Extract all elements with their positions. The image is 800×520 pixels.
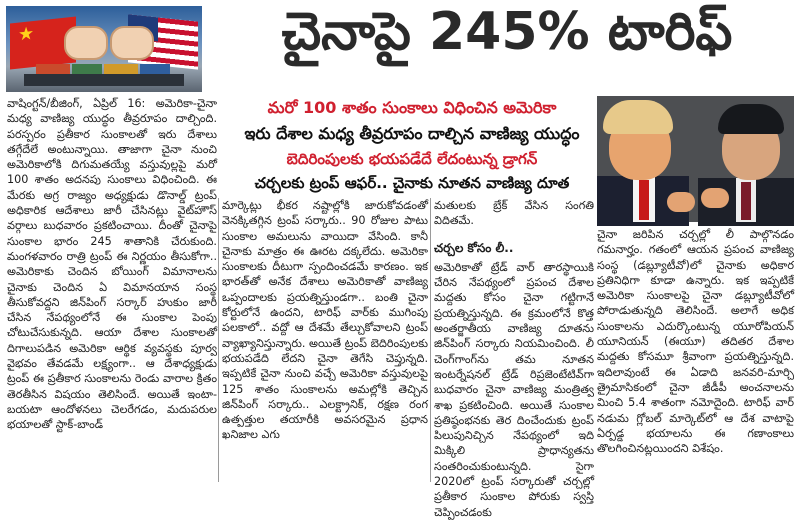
column-3-paragraph-1: మతులకు బ్రేక్ వేసిన సంగతి విదితమే. [434, 199, 594, 228]
hero-illustration [6, 6, 202, 92]
leaders-photo [597, 96, 794, 222]
cargo-ship-icon [24, 74, 184, 86]
article-column-1: వాషింగ్టన్/బీజింగ్, ఏప్రిల్ 16: అమెరికా-చైనా మధ్య వాణిజ్య యుద్ధం తీవ్రరూపం దాల్చింది. పరస్పరం ప్రతీకార సుంకాలతో ఇరు దేశాలు తగ్గేదేలే అంటున్నాయి. తాజాగా చైనా నుంచి అమెరికాలోకి దిగుమతయ్యే వస్తువుల్లపై మరో 100 శాతం అదనపు సుంకాలు విధించింది. ఈ మేరకు అగ్ర రాజ్యం అధ్యక్షుడు డొనాల్డ్ ట్రంప్ అధికారిక ఆదేశాలు జారీ చేసినట్లు వైట్‌హౌస్ వర్గాలు బుధవారం ప్రకటించాయి. దీంతో చైనాపై సుంకాల భారం 245 శాతానికి చేరుకుంది. మంగళవారం రాత్రి ట్రంప్ ఈ నిర్ణయం తీసుకోగా.. అమెరికాకు చెందిన బోయింగ్ విమానాలను చైనాకు చెందిన ఏ విమానయాన సంస్థ తీసుకోవద్దని జిన్‌పింగ్ సర్కార్ హుకుం జారీ చేసిన నేపథ్యంలోనే ఈ సుంకాల పెంపు చోటుచేసుకున్నది. ఆయా దేశాల సుంకాలతో దిగాలుపడిన అమెరికా ఆర్థిక వ్యవస్థకు పూర్వ వైభవం తేవడమే లక్ష్యంగా.. ఆ దేశాధ్యక్షుడు ట్రంప్ ఈ ప్రతీకార సుంకాలను రెండు వారాల క్రితం తెరతీసిన విషయం తెలిసిందే. అయితే ఇంటా-బయటా ఆందోళనలు చెలరేగడం, మదుపరుల భయాలతో స్టాక్-బాండ్ [7, 97, 217, 432]
china-flag-icon: ★ [10, 17, 76, 70]
article-column-2: మార్కెట్లు భీకర నష్టాల్లోకి జారుకోవడంతో వెనక్కితగ్గిన ట్రంప్ సర్కారు.. 90 రోజుల పాటు సుంకాల అమలును వాయిదా వేసింది. కానీ చైనాకు మాత్రం ఈ ఊరట దక్కలేదు. అమెరికా సుంకాలకు దీటుగా స్పందించడమే కారణం. ఇక భారత్‌తో అనేక దేశాలు అమెరికాతో వాణిజ్య ఒప్పందాలకు ప్రయత్నిస్తుండగా.. బంతి చైనా కోర్టులోనే ఉందని, టారిఫ్ వార్‌కు ముగింపు పలకాలో.. వద్దో ఆ దేశమే తేల్చుకోవాలని ట్రంప్ వ్యాఖ్యానిస్తున్నారు. అయితే ట్రంప్ బెదిరింపులకు భయపడేది లేదని చైనా తెగేసి చెప్తున్నది. ఇప్పటికే చైనా నుంచి వచ్చే అమెరికా వస్తువులపై 125 శాతం సుంకాలను అమల్లోకి తెచ్చిన జిన్‌పింగ్ సర్కారు.. ఎలక్ట్రానిక్, రక్షణ రంగ ఉత్పత్తుల తయారీకి అవసరమైన ప్రధాన ఖనిజాల ఎగు [222, 199, 428, 442]
container-icon [140, 64, 170, 74]
subheadline-4: చర్చలకు ట్రంప్ ఆఫర్.. చైనాకు నూతన వాణిజ్య దూత [254, 174, 570, 192]
subheadline-3: బెదిరింపులకు భయపడేదే లేదంటున్న డ్రాగన్ [286, 150, 538, 168]
container-icon [36, 64, 70, 74]
fist-icon [110, 26, 154, 60]
column-divider [218, 198, 219, 482]
container-icon [104, 64, 138, 74]
container-icon [72, 64, 102, 74]
article-column-3 [434, 198, 594, 519]
article-column-4: చైనా జరిపిన చర్చల్లో లీ పాల్గొనడం గమనార్హం. గతంలో ఆయన ప్రపంచ వాణిజ్య సంస్థ (డబ్ల్యూటీవో)లో చైనాకు అధికార ప్రతినిధిగా కూడా ఉన్నారు. ఇక ఇప్పటికే అమెరికా సుంకాలపై చైనా డబ్ల్యూటీవోలో పోరాడుతున్నది తెలిసిందే. అలాగే అధిక సుంకాలను ఎదుర్కొంటున్న యూరోపియన్ యూనియన్ (ఈయూ) తదితర దేశాల మద్దతు కోసమూ శ్రీవాంగా ప్రయత్నిస్తున్నది. ఇదిలావుంటే ఈ ఏడాది జనవరి-మార్చి త్రైమాసికంలో చైనా జీడీపీ అంచనాలను మించి 5.4 శాతంగా నమోదైంది. టారిఫ్ వార్ నడుమ గ్లోబల్ మార్కెట్‌లో ఆ దేశ వాటాపై ఏర్పడ్డ భయాలను ఈ గణాంకాలు తొలగించినట్లయిందని విశేషం. [597, 228, 794, 456]
headline: చైనాపై 245% టారిఫ్ [281, 1, 733, 62]
section-heading: చర్చల కోసం లీ.. [434, 240, 514, 255]
column-3-paragraph-2: అమెరికాతో ట్రేడ్ వార్ తారస్థాయికి చేరిన నేపథ్యంలో ప్రపంచ దేశాల మద్దతు కోసం చైనా గట్టిగానే ప్రయత్నిస్తున్నది. ఈ క్రమంలోనే కొత్త అంతర్జాతీయ వాణిజ్య దూతను జిన్‌పింగ్ సర్కారు నియమించింది. లీ చెంగ్‌గాంగ్‌ను తమ నూతన ఇంటర్నేషనల్ ట్రేడ్ రిప్రజెంటేటివ్‌గా బుధవారం చైనా వాణిజ్య మంత్రిత్వ శాఖ ప్రకటించింది. అయితే సుంకాల ప్రతిష్ఠంభనకు తెర దించేందుకు ట్రంప్ పిలుపునిచ్చిన నేపథ్యంలో ఇది మిక్కిలి ప్రాధాన్యతను సంతరించుకుంటున్నది. సైగా 2020లో ట్రంప్ సర్కారుతో చర్చల్లో ప్రతీకార సుంకాల పోరుకు స్వస్తి చెప్పించడంకు [434, 260, 594, 519]
column-divider [430, 198, 431, 482]
subheadline-1: మరో 100 శాతం సుంకాలు విధించిన అమెరికా [267, 98, 557, 117]
fist-icon [64, 26, 108, 60]
subheadline-2: ఇరు దేశాల మధ్య తీవ్రరూపం దాల్చిన వాణిజ్య యుద్ధం [244, 124, 580, 143]
